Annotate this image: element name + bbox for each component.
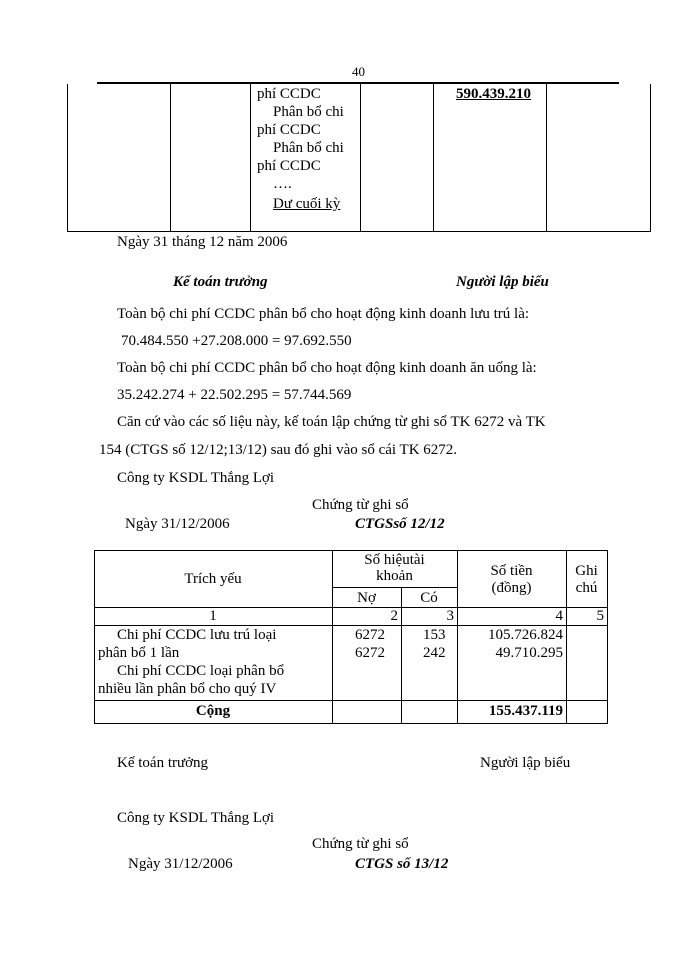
paragraph-3-line-1: Căn cứ vào các số liệu này, kế toán lập chứng từ ghi sổ TK 6272 và TK [117, 414, 546, 430]
row-2-desc-line-2: nhiều lần phân bổ cho quý IV [98, 681, 277, 697]
header-so-tien: Số tiền (đồng) [490, 563, 533, 596]
row-2-desc-line-1: Chi phí CCDC loại phân bổ [117, 663, 285, 679]
voucher-date-1: Ngày 31/12/2006 [125, 516, 230, 532]
voucher-title-2: Chứng từ ghi sổ [312, 836, 409, 852]
voucher-code-1: CTGSsố 12/12 [355, 516, 445, 532]
col-number: 2 [390, 608, 398, 624]
top-table-cell-line: phí CCDC [257, 86, 321, 102]
paragraph-1: Toàn bộ chi phí CCDC phân bổ cho hoạt động kinh doanh lưu trú là: [117, 306, 530, 322]
total-amount: 155.437.119 [488, 703, 563, 719]
col-number: 1 [209, 608, 217, 624]
top-table-cell-line: phí CCDC [257, 122, 321, 138]
total-label: Cộng [195, 703, 231, 719]
header-no: Nợ [357, 590, 376, 606]
page-number: 40 [352, 64, 365, 79]
header-co: Có [420, 590, 438, 606]
header-rule [97, 82, 619, 84]
col-number: 5 [596, 608, 604, 624]
sign2-preparer: Người lập biểu [480, 755, 571, 771]
paragraph-3-line-2: 154 (CTGS số 12/12;13/12) sau đó ghi vào sổ cái TK 6272. [99, 442, 458, 458]
calc-2: 35.242.274 + 22.502.295 = 57.744.569 [117, 387, 352, 403]
row-2-co: 242 [423, 645, 446, 661]
company-name-2: Công ty KSDL Thắng Lợi [117, 810, 275, 826]
top-table-cell-line: …. [273, 176, 292, 192]
row-1-desc-line-1: Chi phí CCDC lưu trú loại [117, 627, 277, 643]
sign2-chief-accountant: Kế toán trưởng [117, 755, 209, 771]
paragraph-2: Toàn bộ chi phí CCDC phân bổ cho hoạt động kinh doanh ăn uống là: [117, 360, 537, 376]
sign-chief-accountant: Kế toán trưởng [173, 274, 268, 290]
row-2-no: 6272 [355, 645, 385, 661]
voucher-title-1: Chứng từ ghi sổ [312, 497, 409, 513]
header-so-hieu: Số hiệutài khoản [364, 552, 425, 584]
top-table-cell-line: Phân bổ chi [273, 104, 344, 120]
row-1-no: 6272 [355, 627, 385, 643]
company-name-1: Công ty KSDL Thắng Lợi [117, 470, 275, 486]
ending-balance-label: Dư cuối kỳ [273, 196, 341, 212]
voucher-code-2: CTGS số 13/12 [355, 856, 449, 872]
row-1-desc-line-2: phân bổ 1 lần [98, 645, 180, 661]
row-2-amount: 49.710.295 [495, 645, 563, 661]
row-1-amount: 105.726.824 [488, 627, 563, 643]
date-line: Ngày 31 tháng 12 năm 2006 [117, 234, 288, 250]
top-table-cell-line: Phân bổ chi [273, 140, 344, 156]
header-trich-yeu: Trích yếu [184, 571, 242, 587]
calc-1: 70.484.550 +27.208.000 = 97.692.550 [121, 333, 352, 349]
voucher-date-2: Ngày 31/12/2006 [128, 856, 233, 872]
row-1-co: 153 [423, 627, 446, 643]
top-table-amount: 590.439.210 [456, 86, 531, 102]
sign-preparer: Người lập biểu [456, 274, 549, 290]
col-number: 4 [555, 608, 563, 624]
col-number: 3 [446, 608, 454, 624]
header-ghi-chu: Ghi chú [575, 563, 598, 596]
top-table-cell-line: phí CCDC [257, 158, 321, 174]
